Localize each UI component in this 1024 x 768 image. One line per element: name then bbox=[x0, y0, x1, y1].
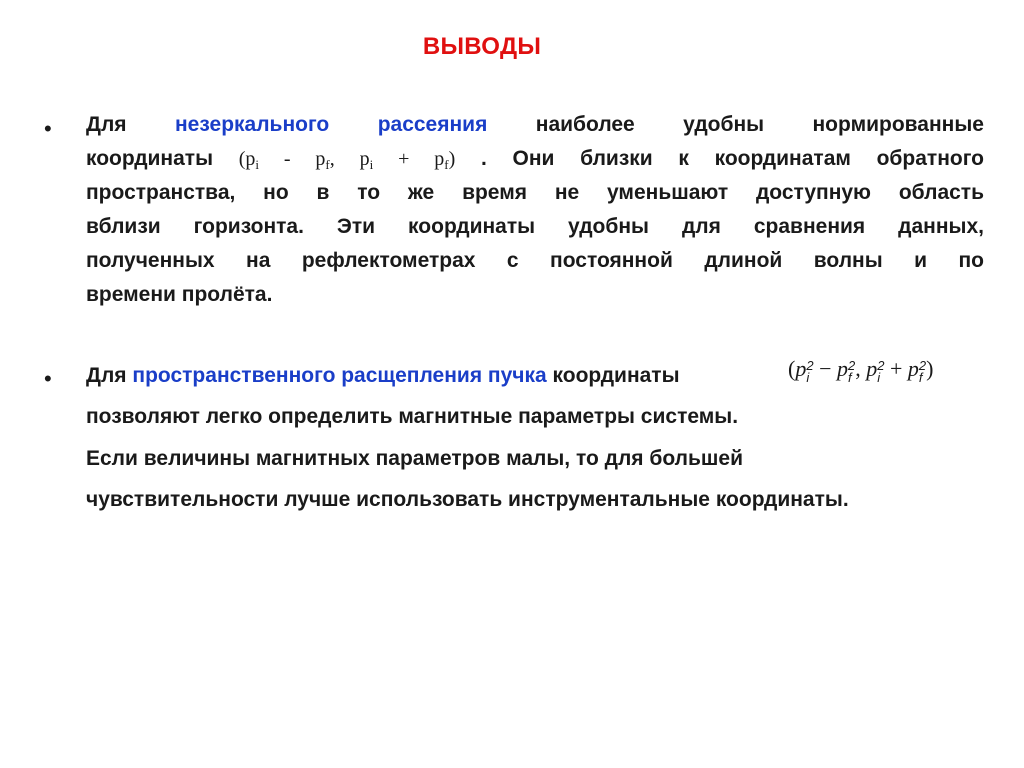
bullet-1-line-4: вблизи горизонта. Эти координаты удобны для сравнения данных, bbox=[86, 215, 984, 238]
bullet-1-line-5: полученных на рефлектометрах с постоянной длиной волны и по bbox=[86, 249, 984, 272]
non-specular-scattering-term: незеркального bbox=[174, 113, 330, 136]
bullet-2-line-2: позволяют легко определить магнитные параметры системы. bbox=[86, 405, 739, 428]
bullet-1-paragraph bbox=[86, 108, 984, 312]
bullet-2-line-4: чувствительности лучше использовать инструментальные координаты. bbox=[86, 488, 849, 511]
bullet-1-line-1: Для незеркального рассеяния наиболее удобны нормированные bbox=[86, 113, 984, 136]
bullet-marker-2: • bbox=[44, 366, 52, 391]
slide-title: ВЫВОДЫ bbox=[422, 33, 542, 60]
bullet-1-line-6: времени пролёта. bbox=[86, 283, 273, 306]
bullet-1-line-3: пространства, но в то же время не уменьшают доступную область bbox=[86, 181, 984, 204]
bullet-marker-1: • bbox=[44, 116, 52, 141]
instrumental-coordinates-formula: (p 2 i − p 2 f , p 2 i + p 2 f ) bbox=[788, 356, 934, 385]
bullet-2-line-3: Если величины магнитных параметров малы, то для большей bbox=[86, 447, 743, 470]
beam-splitting-term: пространственного расщепления пучка bbox=[132, 364, 547, 387]
normalized-coordinates-formula: ($p_i - p_f$, $p_i + p_f$) bbox=[238, 148, 456, 172]
bullet-1-line-2: координаты ($p_i - p_f$, $p_i + p_f$) . Они близки к координатам обратного bbox=[86, 147, 985, 172]
bullet-2-line-1: Для пространственного расщепления пучка координаты bbox=[86, 364, 680, 387]
